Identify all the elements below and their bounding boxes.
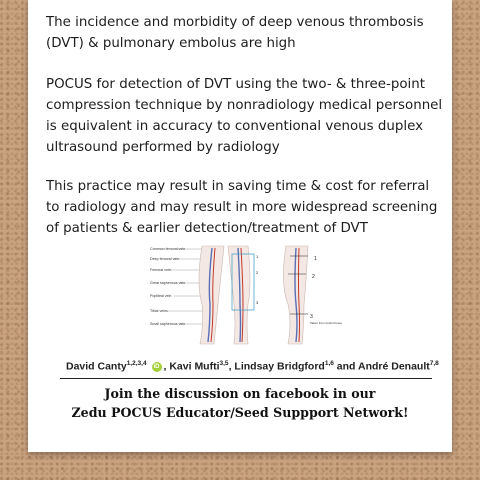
leg-vein-diagram [148,244,346,348]
author-list: David Canty$^{1,2,3,4}$ iD , Kavi Mufti$^{3,5}$, Lindsay Bridgford$^{1,6}$ and André Denault$^{7,8}$ [66,360,439,373]
author-affiliation: 1,6 [324,360,334,367]
vein-label: Great saphenous vein [150,281,186,285]
paragraph-incidence: The incidence and morbidity of deep venous thrombosis (DVT) & pulmonary embolus are high [46,15,424,51]
vein-label: Tibial veins [150,309,168,313]
figure-note: Taken from behind knee [310,321,343,325]
author-name: André Denault [358,360,430,373]
vein-label: Femoral vein [150,268,171,272]
author-conjunction: and [336,360,356,373]
post-card [28,0,452,452]
author-affiliation: 7,8 [429,360,439,367]
call-to-action-line-2: Zedu POCUS Educator/Seed Suppport Network! [71,405,409,420]
paragraph-pocus-accuracy: POCUS for detection of DVT using the two- & three-point compression technique by nonradiology medical personnel is equivalent in accuracy to conventional venous duplex ultrasound performed by radiology [46,77,443,155]
marker-label: 1 [256,254,259,259]
vein-label: Deep femoral vein [150,257,180,261]
marker-label: 3 [256,300,259,305]
leg-vein-illustration [148,244,346,348]
call-to-action-line-1: Join the discussion on facebook in our [104,386,376,401]
author-name: David Canty [66,360,127,373]
vein-label: Popliteal vein [150,294,172,298]
vein-label: Small saphenous vein [150,322,186,326]
author-affiliation: 1,2,3,4 [126,360,147,367]
author-name: Kavi Mufti [169,360,220,373]
orcid-icon[interactable]: iD [153,363,160,370]
divider [60,378,432,379]
marker-label: 1 [314,256,317,262]
author-affiliation: 3,5 [219,360,229,367]
vein-label: Common femoral vein [150,247,186,251]
paragraph-benefits: This practice may result in saving time & cost for referral to radiology and may result in more widespread screening of patients & earlier detection/treatment of DVT [46,179,438,236]
marker-label: 3 [310,314,313,320]
marker-label: 2 [312,274,315,280]
author-name: Lindsay Bridgford [234,360,325,373]
marker-label: 2 [256,270,259,275]
